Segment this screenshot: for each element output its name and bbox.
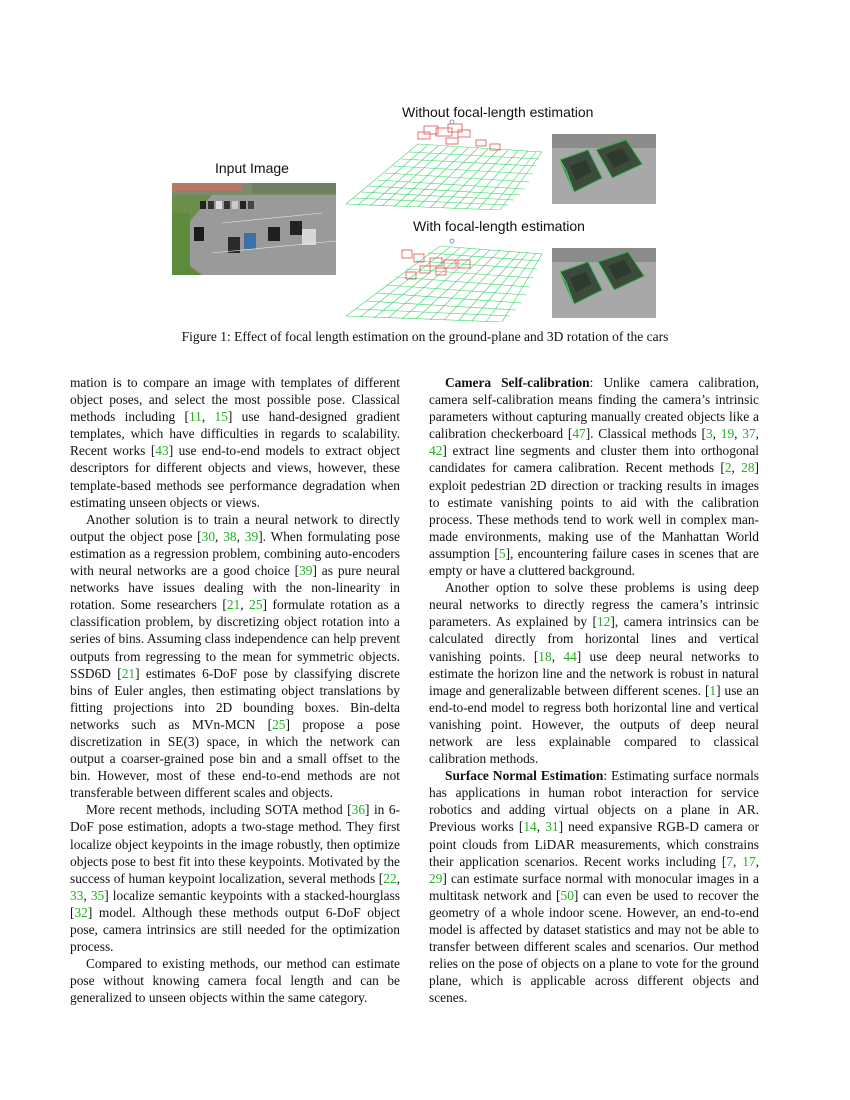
citation-link[interactable]: 44 bbox=[563, 648, 577, 664]
text-run: ] as pure neural networks have issues dealing with the non-linearity in rotation. Some researchers [ bbox=[70, 563, 400, 613]
citation-link[interactable]: 42 bbox=[429, 443, 443, 459]
citation-link[interactable]: 39 bbox=[244, 528, 259, 544]
input-image bbox=[172, 183, 336, 275]
text-run: : Estimating surface normals has applications in human robot interaction for service robotics and adding virtual objects on a plane in AR. Previous works [ bbox=[429, 768, 759, 835]
text-run: ] exploit pedestrian 2D direction or tracking results in images to estimate vanishing points to aid with the calibration process. These methods tend to work well in complex man-made environments, making use of the Manhattan World assumption [ bbox=[429, 460, 759, 561]
paragraph bbox=[429, 579, 759, 767]
text-run: , bbox=[396, 870, 400, 886]
cars-closeup-with-focal bbox=[552, 248, 656, 318]
citation-link[interactable]: 3 bbox=[705, 426, 713, 442]
cars-closeup-without-focal bbox=[552, 134, 656, 204]
citation-link[interactable]: 12 bbox=[596, 614, 611, 630]
citation-link[interactable]: 30 bbox=[201, 528, 216, 544]
text-run: ], encountering failure cases in scenes that are empty or have a cluttered background. bbox=[429, 545, 760, 579]
citation-link[interactable]: 36 bbox=[351, 802, 366, 818]
text-run: ] extract line segments and cluster them into orthogonal candidates for camera calibration. Recent methods [ bbox=[429, 443, 759, 476]
ground-plane-with-focal bbox=[340, 236, 552, 322]
citation-link[interactable]: 5 bbox=[498, 545, 506, 561]
citation-link[interactable]: 37 bbox=[742, 426, 756, 442]
text-run: , bbox=[236, 528, 245, 544]
text-run: Compared to existing methods, our method can estimate pose without knowing camera focal length and can be generalized to unseen objects within the same category. bbox=[70, 956, 400, 1006]
text-run: ] can estimate surface normal with monocular images in a multitask network and [ bbox=[429, 870, 759, 903]
text-run: , bbox=[755, 426, 760, 442]
text-run: ] use hand-designed gradient templates, which have difficulties in regards to scalability. Recent works [ bbox=[70, 409, 400, 459]
citation-link[interactable]: 21 bbox=[121, 665, 136, 681]
text-run: mation is to compare an image with templates of different object poses, and select the most possible pose. Classical methods including [ bbox=[70, 375, 400, 425]
text-run: : Unlike camera calibration, camera self-calibration means finding the camera’s intrinsic parameters without capturing manually created objects like a calibration checkerboard [ bbox=[429, 375, 759, 442]
citation-link[interactable]: 1 bbox=[709, 682, 717, 698]
text-run: ] use an end-to-end model to regress both horizontal line and vertical vanishing point. However, the outputs of deep neural network are less explainable compared to classical calibration methods. bbox=[429, 682, 759, 767]
citation-link[interactable]: 19 bbox=[720, 426, 735, 442]
citation-link[interactable]: 25 bbox=[249, 597, 263, 613]
paragraph bbox=[70, 511, 400, 802]
text-run: , bbox=[551, 648, 564, 664]
right-column bbox=[429, 374, 759, 1006]
paragraph bbox=[429, 374, 759, 579]
citation-link[interactable]: 2 bbox=[724, 460, 732, 476]
citation-link[interactable]: 18 bbox=[538, 648, 552, 664]
text-run: ] use deep neural networks to estimate the horizon line and the network is robust in natural image and generalizable between different scenes. [ bbox=[429, 648, 759, 698]
text-run: , bbox=[755, 853, 759, 869]
paragraph bbox=[70, 955, 400, 1006]
citation-link[interactable]: 28 bbox=[741, 460, 755, 476]
left-column bbox=[70, 374, 400, 1006]
citation-link[interactable]: 11 bbox=[188, 409, 202, 425]
citation-link[interactable]: 33 bbox=[70, 887, 84, 903]
citation-link[interactable]: 47 bbox=[572, 426, 586, 442]
with-focal-title: With focal-length estimation bbox=[413, 218, 585, 234]
text-run: More recent methods, including SOTA method [ bbox=[86, 802, 352, 818]
text-run: ] localize semantic keypoints with a stacked-hourglass [ bbox=[70, 887, 400, 920]
paragraph bbox=[70, 801, 400, 955]
text-run: ] propose a pose discretization in SE(3) space, in which the network can output a coarser-grained pose bin and a small offset to the bin. However, most of these end-to-end methods are not transferable between different scales and objects. bbox=[70, 716, 400, 801]
text-run: ] formulate rotation as a classification problem, by discretizing object rotation into a series of bins. Assuming class independence can help prevent outputs from regressing to the mean for symmetric objects. SSD6D [ bbox=[70, 597, 401, 681]
citation-link[interactable]: 43 bbox=[155, 443, 169, 459]
text-run: ] in 6-DoF pose estimation, adopts a two-stage method. They first localize object keypoints in the image robustly, then optimize objects pose to best fit into these keypoints. Motivated by the success of human keypoint localization, several methods [ bbox=[70, 802, 400, 886]
citation-link[interactable]: 32 bbox=[74, 904, 88, 920]
text-run: ], camera intrinsics can be calculated directly from horizontal lines and vertical vanishing points. [ bbox=[429, 614, 759, 664]
text-run: , bbox=[240, 597, 250, 613]
text-run: ]. Classical methods [ bbox=[585, 426, 706, 442]
text-run: , bbox=[215, 528, 224, 544]
text-run: , bbox=[733, 853, 743, 869]
input-image-title: Input Image bbox=[215, 160, 289, 176]
text-run: , bbox=[731, 460, 742, 476]
text-run: , bbox=[734, 426, 743, 442]
text-run: Another option to solve these problems is using deep neural networks to directly regress the camera’s intrinsic parameters. As explained by [ bbox=[429, 580, 759, 630]
paragraph bbox=[70, 374, 400, 511]
citation-link[interactable]: 21 bbox=[226, 597, 241, 613]
citation-link[interactable]: 29 bbox=[429, 870, 443, 886]
text-run: ] need expansive RGB-D camera or point clouds from LiDAR measurements, which constrains their application scenarios. Recent works including [ bbox=[429, 819, 759, 869]
text-run: , bbox=[201, 409, 215, 425]
text-run: ] estimates 6-DoF pose by classifying discrete bins of Euler angles, then estimating object translations by fitting projections into 2D bounding boxes. Bin-delta networks such as MVn-MCN [ bbox=[70, 665, 400, 732]
citation-link[interactable]: 7 bbox=[726, 853, 734, 869]
text-run: ] can even be used to recover the geometry of a whole indoor scene. However, an end-to-end model is affected by dataset statistics and may not be able to transfer between different scales and scenarios. Our method relies on the pose of objects on a plane to vote for the ground plane, which is applicable across different objects and scenes. bbox=[429, 887, 759, 1006]
citation-link[interactable]: 31 bbox=[545, 819, 559, 835]
citation-link[interactable]: 38 bbox=[223, 528, 237, 544]
citation-link[interactable]: 17 bbox=[742, 853, 756, 869]
text-run: , bbox=[536, 819, 546, 835]
text-run: ] use end-to-end models to extract object descriptors for different objects and views, however, these template-based methods see performance degradation when estimating unseen objects or views. bbox=[70, 443, 400, 510]
paragraph bbox=[429, 767, 759, 1006]
citation-link[interactable]: 25 bbox=[272, 716, 286, 732]
section-run-in-heading: Camera Self-calibration bbox=[445, 375, 590, 390]
citation-link[interactable]: 35 bbox=[90, 887, 105, 903]
without-focal-title: Without focal-length estimation bbox=[402, 104, 594, 120]
citation-link[interactable]: 50 bbox=[560, 887, 574, 903]
citation-link[interactable]: 39 bbox=[299, 563, 313, 579]
citation-link[interactable]: 22 bbox=[383, 870, 397, 886]
text-run: ]. When formulating pose estimation as a regression problem, combining auto-encoders with neural networks are a good choice [ bbox=[70, 528, 400, 579]
figure-caption: Figure 1: Effect of focal length estimation on the ground-plane and 3D rotation of the cars bbox=[181, 329, 669, 344]
citation-link[interactable]: 15 bbox=[214, 409, 228, 425]
text-run: , bbox=[83, 887, 91, 903]
text-run: , bbox=[712, 426, 721, 442]
citation-link[interactable]: 14 bbox=[523, 819, 537, 835]
section-run-in-heading: Surface Normal Estimation bbox=[445, 768, 604, 784]
text-run: Another solution is to train a neural network to directly output the object pose [ bbox=[70, 511, 400, 544]
ground-plane-without-focal bbox=[340, 118, 552, 210]
text-run: ] model. Although these methods output 6-DoF object pose, camera intrinsics are still needed for the optimization process. bbox=[70, 904, 400, 955]
